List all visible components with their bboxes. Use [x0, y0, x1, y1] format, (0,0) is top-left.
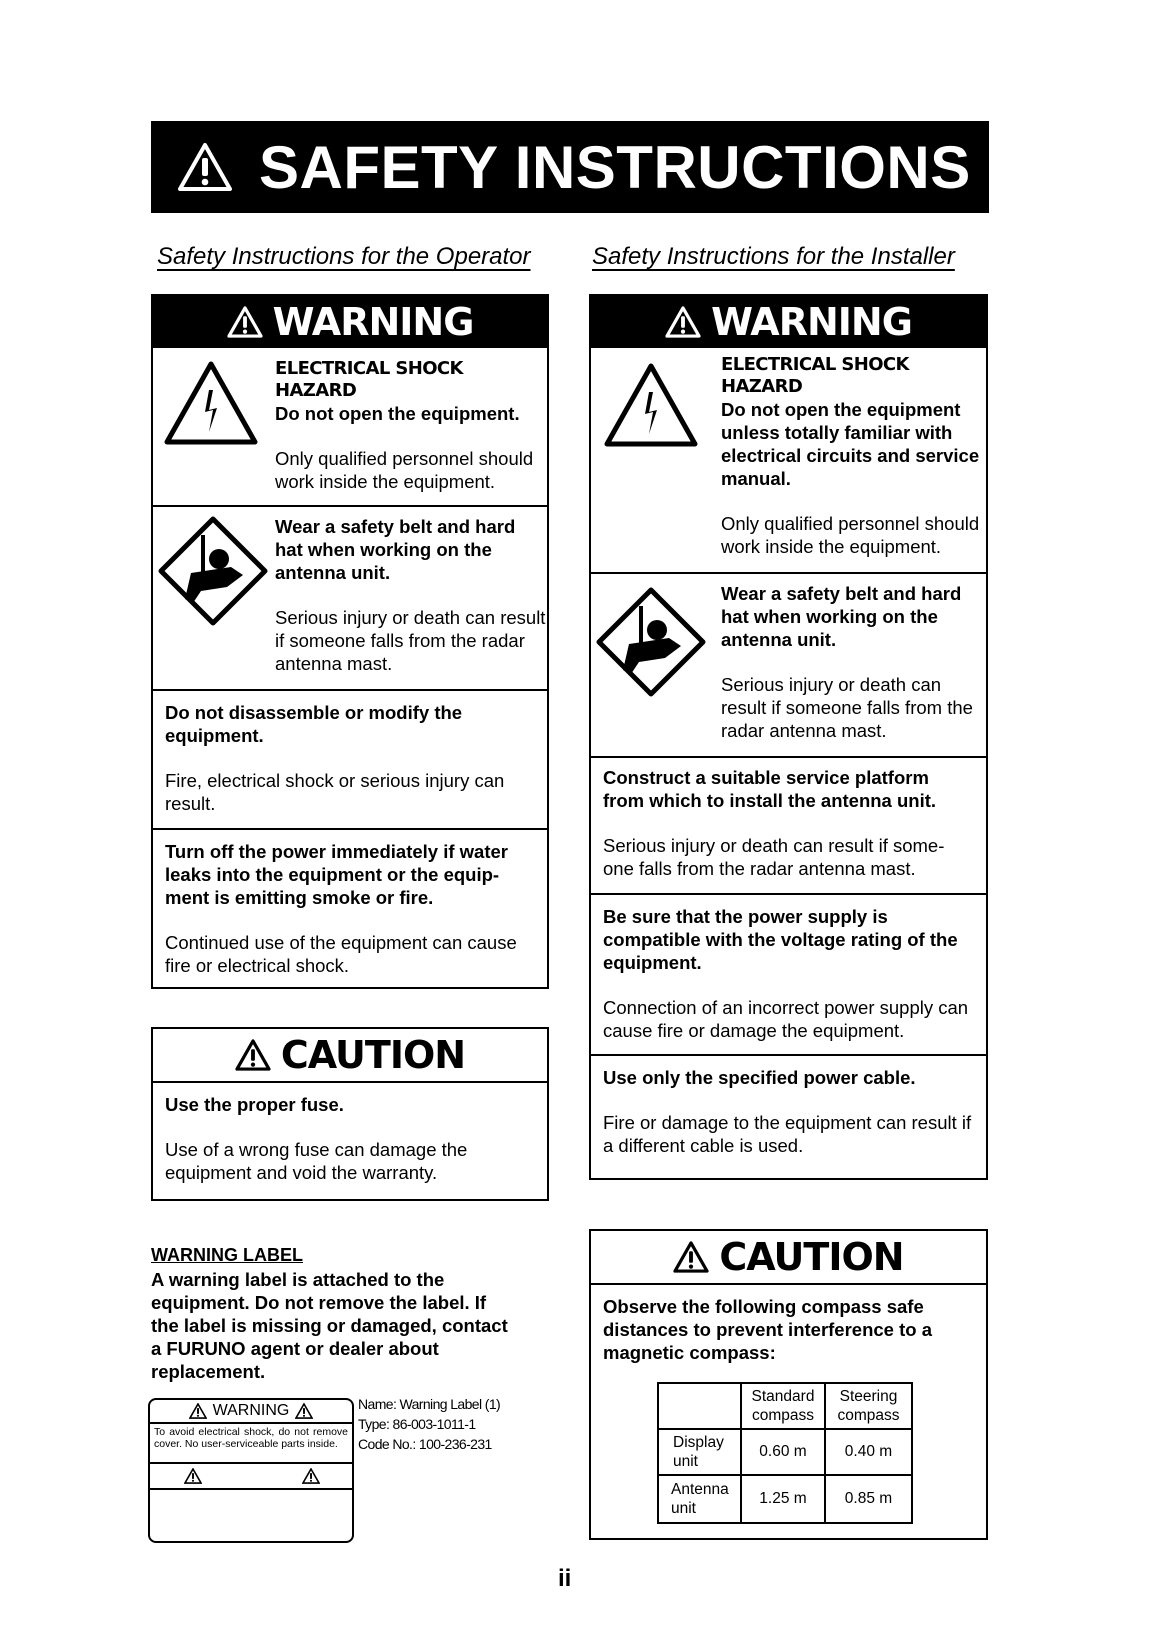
table-cell: 0.60 m: [741, 1429, 825, 1475]
hazard-instruction: Be sure that the power supply is compatible with the voltage rating of the equipment.: [603, 906, 958, 973]
label-info: [358, 1394, 500, 1454]
installer-caution-header: [591, 1231, 986, 1285]
operator-heading: Safety Instructions for the Operator: [157, 243, 531, 270]
hazard-detail: Only qualified personnel should work inside the equipment.: [721, 513, 980, 557]
caution-label: CAUTION: [719, 1235, 904, 1279]
hazard-instruction: Wear a safety belt and hard hat when working on the antenna unit.: [275, 516, 516, 583]
hazard-instruction: Observe the following compass safe distances to prevent interference to a magnetic compass:: [603, 1296, 932, 1363]
hazard-instruction: Turn off the power immediately if water leaks into the equipment or the equip- ment is emitting smoke or fire.: [165, 841, 508, 908]
hazard-detail: Continued use of the equipment can cause fire or electrical shock.: [165, 932, 517, 976]
hazard-instruction: Wear a safety belt and hard hat when working on the antenna unit.: [721, 583, 962, 650]
installer-belt-section: [591, 572, 986, 756]
hazard-detail: Use of a wrong fuse can damage the equipment and void the warranty.: [165, 1139, 468, 1183]
operator-shock-section: [153, 348, 547, 505]
sticker-heading: WARNING: [212, 1402, 290, 1419]
sticker-text: To avoid electrical shock, do not remove cover. No user-serviceable parts inside.: [150, 1424, 352, 1464]
table-header-cell: [658, 1383, 741, 1429]
fall-hazard-icon: [595, 586, 707, 698]
table-cell: Antenna unit: [658, 1475, 741, 1523]
table-row: [658, 1475, 912, 1523]
label-name: Name: Warning Label (1): [358, 1396, 501, 1412]
hazard-instruction: Do not open the equipment unless totally familiar with electrical circuits and service manual.: [721, 399, 980, 489]
page-number: ii: [558, 1565, 572, 1592]
page-title: SAFETY INSTRUCTIONS: [259, 133, 971, 201]
table-header-cell: Standard compass: [741, 1383, 825, 1429]
warning-triangle-icon: [665, 306, 701, 338]
label-code: Code No.: 100-236-231: [358, 1436, 492, 1452]
fall-hazard-icon: [157, 515, 269, 627]
hazard-detail: Serious injury or death can result if someone falls from the radar antenna mast.: [275, 607, 546, 674]
operator-disassemble-section: [153, 689, 547, 828]
table-cell: 1.25 m: [741, 1475, 825, 1523]
warning-triangle-icon: [295, 1403, 313, 1419]
electrical-shock-icon: [603, 362, 699, 448]
table-cell: 0.85 m: [825, 1475, 912, 1523]
installer-supply-section: [591, 893, 986, 1054]
hazard-title: ELECTRICAL SHOCK HAZARD: [275, 358, 463, 401]
hazard-detail: Connection of an incorrect power supply can cause fire or damage the equipment.: [603, 997, 969, 1041]
table-cell: Display unit: [658, 1429, 741, 1475]
hazard-instruction: Do not open the equipment.: [275, 403, 520, 424]
hazard-title: ELECTRICAL SHOCK HAZARD: [721, 354, 909, 397]
installer-platform-section: [591, 756, 986, 893]
hazard-detail: Fire, electrical shock or serious injury can result.: [165, 770, 505, 814]
hazard-detail: Fire or damage to the equipment can result if a different cable is used.: [603, 1112, 972, 1156]
operator-caution-header: [153, 1029, 547, 1083]
sticker-header: [150, 1400, 352, 1424]
warning-triangle-icon: [189, 1403, 207, 1419]
hazard-detail: Serious injury or death can result if someone falls from the radar antenna mast.: [721, 674, 973, 741]
warning-triangle-icon: [177, 142, 233, 192]
warning-triangle-icon: [302, 1468, 320, 1484]
hazard-detail: Only qualified personnel should work inside the equipment.: [275, 448, 534, 492]
installer-shock-section: [591, 348, 986, 572]
warning-label-title: WARNING LABEL: [151, 1245, 303, 1265]
operator-warning-header: [153, 296, 547, 348]
operator-warning-box: [151, 294, 549, 989]
operator-caution-box: [151, 1027, 549, 1201]
warning-label-text: A warning label is attached to the equipment. Do not remove the label. If the label is missing or damaged, contact a FURUNO agent or dealer about replacement.: [151, 1269, 508, 1382]
warning-triangle-icon: [184, 1468, 202, 1484]
hazard-instruction: Construct a suitable service platform from which to install the antenna unit.: [603, 767, 937, 811]
installer-warning-box: [589, 294, 988, 1180]
warning-triangle-icon: [227, 306, 263, 338]
table-cell: 0.40 m: [825, 1429, 912, 1475]
table-row: [658, 1429, 912, 1475]
hazard-instruction: Use only the specified power cable.: [603, 1067, 916, 1088]
caution-label: CAUTION: [280, 1033, 466, 1077]
label-type: Type: 86-003-1011-1: [358, 1416, 476, 1432]
compass-distance-table: [657, 1382, 913, 1524]
electrical-shock-icon: [163, 360, 259, 446]
installer-warning-header: [591, 296, 986, 348]
warning-label-sticker: [148, 1398, 354, 1543]
warning-triangle-icon: [235, 1039, 271, 1071]
installer-cable-section: [591, 1054, 986, 1167]
warning-label: WARNING: [272, 300, 474, 344]
page-title-bar: [151, 121, 989, 213]
hazard-instruction: Use the proper fuse.: [165, 1094, 344, 1115]
operator-belt-section: [153, 505, 547, 689]
operator-power-section: [153, 828, 547, 989]
warning-triangle-icon: [673, 1241, 709, 1273]
hazard-detail: Serious injury or death can result if some- one falls from the radar antenna mast.: [603, 835, 945, 879]
hazard-instruction: Do not disassemble or modify the equipment.: [165, 702, 463, 746]
warning-label: WARNING: [711, 300, 912, 344]
table-header-cell: Steering compass: [825, 1383, 912, 1429]
installer-heading: Safety Instructions for the Installer: [592, 243, 955, 270]
